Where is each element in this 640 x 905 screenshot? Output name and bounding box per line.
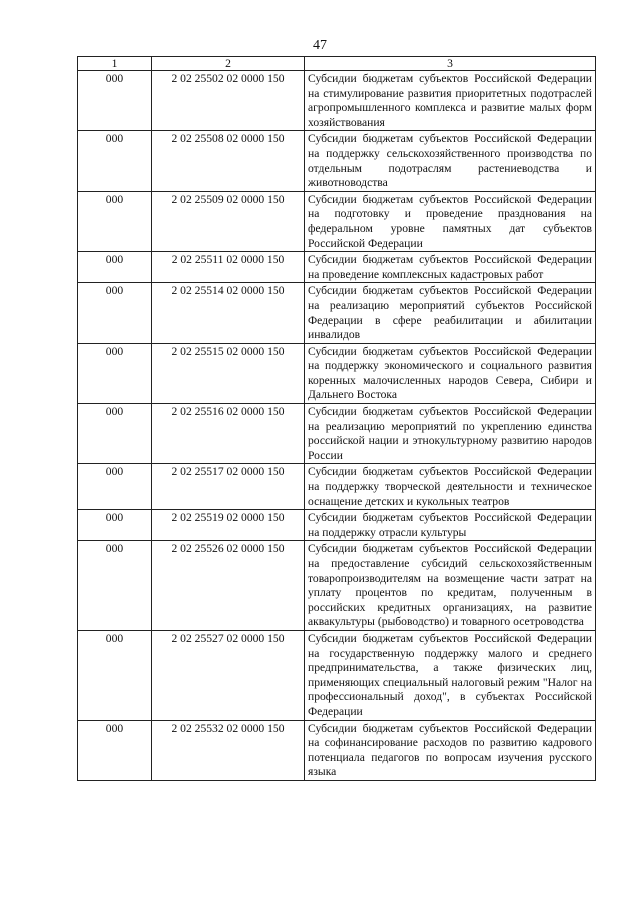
budget-code-cell: 2 02 25514 02 0000 150 <box>152 283 305 343</box>
description-cell: Субсидии бюджетам субъектов Российской Федерации на софинансирование расходов по развитию кадрового потенциала педагогов по вопросам изучения русского языка <box>305 720 596 780</box>
description-cell: Субсидии бюджетам субъектов Российской Федерации на государственную поддержку малого и среднего предпринимательства, а также физических лиц, применяющих специальный налоговый режим "Налог на профессиональный доход", в субъектах Российской Федерации <box>305 630 596 720</box>
description-cell: Субсидии бюджетам субъектов Российской Федерации на реализацию мероприятий субъектов Российской Федерации в сфере реабилитации и абилитации инвалидов <box>305 283 596 343</box>
description-cell: Субсидии бюджетам субъектов Российской Федерации на поддержку творческой деятельности и техническое оснащение детских и кукольных театров <box>305 464 596 510</box>
table-row <box>78 131 596 191</box>
description-cell: Субсидии бюджетам субъектов Российской Федерации на поддержку экономического и социального развития коренных малочисленных народов Севера, Сибири и Дальнего Востока <box>305 343 596 403</box>
budget-code-cell: 2 02 25509 02 0000 150 <box>152 191 305 251</box>
admin-code-cell: 000 <box>78 541 152 631</box>
header-col-1: 1 <box>78 57 152 71</box>
table-row <box>78 191 596 251</box>
description-cell: Субсидии бюджетам субъектов Российской Федерации на проведение комплексных кадастровых работ <box>305 252 596 283</box>
table-row <box>78 630 596 720</box>
table-row <box>78 510 596 541</box>
description-cell: Субсидии бюджетам субъектов Российской Федерации на подготовку и проведение празднования на федеральном уровне памятных дат субъектов Российской Федерации <box>305 191 596 251</box>
budget-code-cell: 2 02 25526 02 0000 150 <box>152 541 305 631</box>
header-col-3: 3 <box>305 57 596 71</box>
budget-code-cell: 2 02 25527 02 0000 150 <box>152 630 305 720</box>
table-row <box>78 464 596 510</box>
table-row <box>78 252 596 283</box>
admin-code-cell: 000 <box>78 404 152 464</box>
budget-code-cell: 2 02 25519 02 0000 150 <box>152 510 305 541</box>
admin-code-cell: 000 <box>78 343 152 403</box>
description-cell: Субсидии бюджетам субъектов Российской Федерации на поддержку отрасли культуры <box>305 510 596 541</box>
admin-code-cell: 000 <box>78 720 152 780</box>
budget-code-cell: 2 02 25511 02 0000 150 <box>152 252 305 283</box>
table-row <box>78 283 596 343</box>
table-row <box>78 343 596 403</box>
page-number: 47 <box>313 38 327 53</box>
table-row <box>78 404 596 464</box>
description-cell: Субсидии бюджетам субъектов Российской Федерации на реализацию мероприятий по укреплению единства российской нации и этнокультурному развитию народов России <box>305 404 596 464</box>
table-row <box>78 71 596 131</box>
budget-code-cell: 2 02 25515 02 0000 150 <box>152 343 305 403</box>
budget-classification-table <box>77 56 596 781</box>
admin-code-cell: 000 <box>78 630 152 720</box>
admin-code-cell: 000 <box>78 191 152 251</box>
admin-code-cell: 000 <box>78 131 152 191</box>
table-row <box>78 720 596 780</box>
budget-code-cell: 2 02 25508 02 0000 150 <box>152 131 305 191</box>
header-col-2: 2 <box>152 57 305 71</box>
admin-code-cell: 000 <box>78 283 152 343</box>
table-header-row <box>78 57 596 71</box>
admin-code-cell: 000 <box>78 510 152 541</box>
table-body <box>78 71 596 781</box>
admin-code-cell: 000 <box>78 464 152 510</box>
description-cell: Субсидии бюджетам субъектов Российской Федерации на предоставление субсидий сельскохозяйственным товаропроизводителям на возмещение части затрат на уплату процентов по кредитам, полученным в российских кредитных организациях, на развитие аквакультуры (рыбоводство) и товарного осетроводства <box>305 541 596 631</box>
budget-code-cell: 2 02 25502 02 0000 150 <box>152 71 305 131</box>
description-cell: Субсидии бюджетам субъектов Российской Федерации на поддержку сельскохозяйственного производства по отдельным подотраслям растениеводства и животноводства <box>305 131 596 191</box>
description-cell: Субсидии бюджетам субъектов Российской Федерации на стимулирование развития приоритетных подотраслей агропромышленного комплекса и развитие малых форм хозяйствования <box>305 71 596 131</box>
budget-code-cell: 2 02 25532 02 0000 150 <box>152 720 305 780</box>
table-row <box>78 541 596 631</box>
budget-code-cell: 2 02 25517 02 0000 150 <box>152 464 305 510</box>
budget-code-cell: 2 02 25516 02 0000 150 <box>152 404 305 464</box>
admin-code-cell: 000 <box>78 252 152 283</box>
admin-code-cell: 000 <box>78 71 152 131</box>
